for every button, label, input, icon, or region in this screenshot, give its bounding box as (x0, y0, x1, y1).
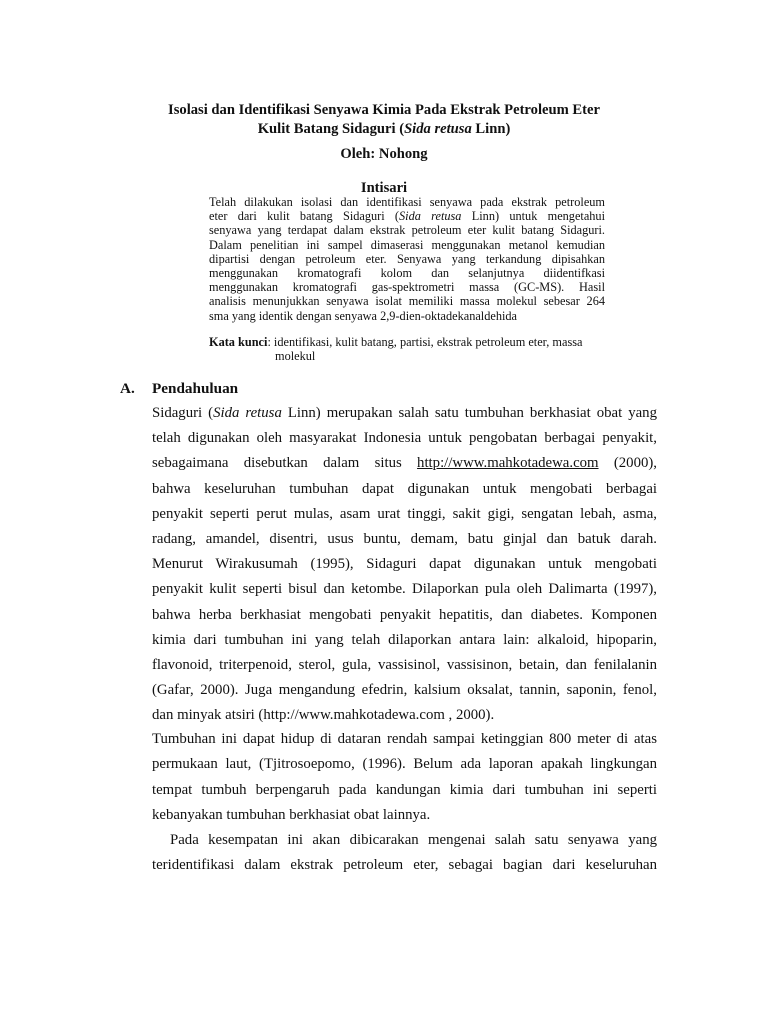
body-line: permukaan laut, (Tjitrosoepomo, (1996). Belum ada laporan apakah lingkungan (152, 756, 657, 773)
paper-title (120, 101, 648, 139)
body-line: Tumbuhan ini dapat hidup di dataran rendah sampai ketinggian 800 meter di atas (152, 731, 657, 748)
title-text: Linn) (471, 121, 511, 137)
keywords (209, 335, 609, 364)
abstract-heading: Intisari (360, 180, 408, 196)
section-title: Pendahuluan (152, 380, 239, 397)
body-line: kebanyakan tumbuhan berkhasiat obat lainnya. (152, 806, 431, 823)
abstract-line: sma yang identik dengan senyawa 2,9-dien-oktadekanaldehida (209, 308, 517, 323)
body-line: dan minyak atsiri (http://www.mahkotadewa.com , 2000). (152, 707, 495, 724)
abstract-line: dipartisi dengan petroleum eter. Senyawa yang terkandung dipisahkan (209, 251, 605, 266)
mahkotadewa-link[interactable]: http://www.mahkotadewa.com (417, 455, 599, 472)
title-text: Kulit Batang Sidaguri ( (257, 121, 405, 137)
section-number: A. (120, 380, 135, 397)
abstract-line: menggunakan kromatografi kolom dan selanjutnya diidentifkasi (209, 265, 605, 280)
title-species-name: Sida retusa (404, 121, 472, 137)
body-line: telah digunakan oleh masyarakat Indonesia untuk pengobatan berbagai penyakit, (152, 430, 657, 447)
keywords-line: molekul (275, 349, 316, 364)
body-line: penyakit seperti perut mulas, asam urat tinggi, sakit gigi, sengatan lebah, asma, (152, 505, 657, 522)
body-text (152, 401, 657, 878)
body-line: kimia dari tumbuhan ini yang telah dilaporkan antara lain: alkaloid, hipoparin, (152, 631, 657, 648)
abstract-line: Telah dilakukan isolasi dan identifikasi senyawa pada ekstrak petroleum (209, 195, 605, 209)
body-line: tempat tumbuh berpengaruh pada kandungan kimia dari tumbuhan ini seperti (152, 781, 657, 798)
keywords-label: Kata kunci (209, 335, 268, 349)
body-line: Pada kesempatan ini akan dibicarakan mengenai salah satu senyawa yang (170, 832, 657, 848)
body-line: sebagaimana disebutkan dalam situs http://www.mahkotadewa.com (2000), (152, 455, 657, 472)
body-line: Menurut Wirakusumah (1995), Sidaguri dapat digunakan untuk mengobati (152, 556, 657, 573)
abstract-line: senyawa yang terdapat dalam ekstrak petroleum eter kulit batang Sidaguri. (209, 223, 605, 238)
author-line: Oleh: Nohong (340, 146, 428, 162)
title-line-1: Isolasi dan Identifikasi Senyawa Kimia Pada Ekstrak Petroleum Eter (168, 102, 600, 118)
keywords-line (209, 335, 609, 349)
section-heading (120, 379, 238, 398)
body-line: bahwa herba berkhasiat mengobati penyakit hepatitis, dan diabetes. Komponen (152, 606, 657, 623)
abstract-line: menggunakan kromatografi gas-spektrometri massa (GC-MS). Hasil (209, 280, 605, 295)
abstract-line: Dalam penelitian ini sampel dimaserasi menggunakan metanol kemudian (209, 237, 605, 252)
body-line: (Gafar, 2000). Juga mengandung efedrin, kalsium oksalat, tannin, saponin, fenol, (152, 682, 657, 699)
body-line: flavonoid, triterpenoid, sterol, gula, vassisinol, vassisinon, betain, dan fenilalanin (152, 656, 657, 673)
abstract-body (209, 195, 605, 323)
body-line: Sidaguri (Sida retusa Linn) merupakan salah satu tumbuhan berkhasiat obat yang (152, 405, 657, 421)
abstract-line: analisis menunjukkan senyawa isolat memiliki massa molekul sebesar 264 (209, 294, 605, 309)
keywords-text: : identifikasi, kulit batang, partisi, ekstrak petroleum eter, massa (267, 335, 583, 349)
body-line: bahwa keseluruhan tumbuhan dapat digunakan untuk mengobati berbagai (152, 480, 657, 497)
body-line: penyakit kulit seperti bisul dan ketombe. Dilaporkan pula oleh Dalimarta (1997), (152, 581, 657, 598)
body-line: teridentifikasi dalam ekstrak petroleum eter, sebagai bagian dari keseluruhan (152, 857, 657, 874)
body-line: radang, amandel, disentri, usus buntu, demam, batu ginjal dan batuk darah. (152, 530, 657, 547)
title-line-2 (120, 120, 648, 139)
abstract-line: eter dari kulit batang Sidaguri (Sida retusa Linn) untuk mengetahui (209, 209, 605, 224)
